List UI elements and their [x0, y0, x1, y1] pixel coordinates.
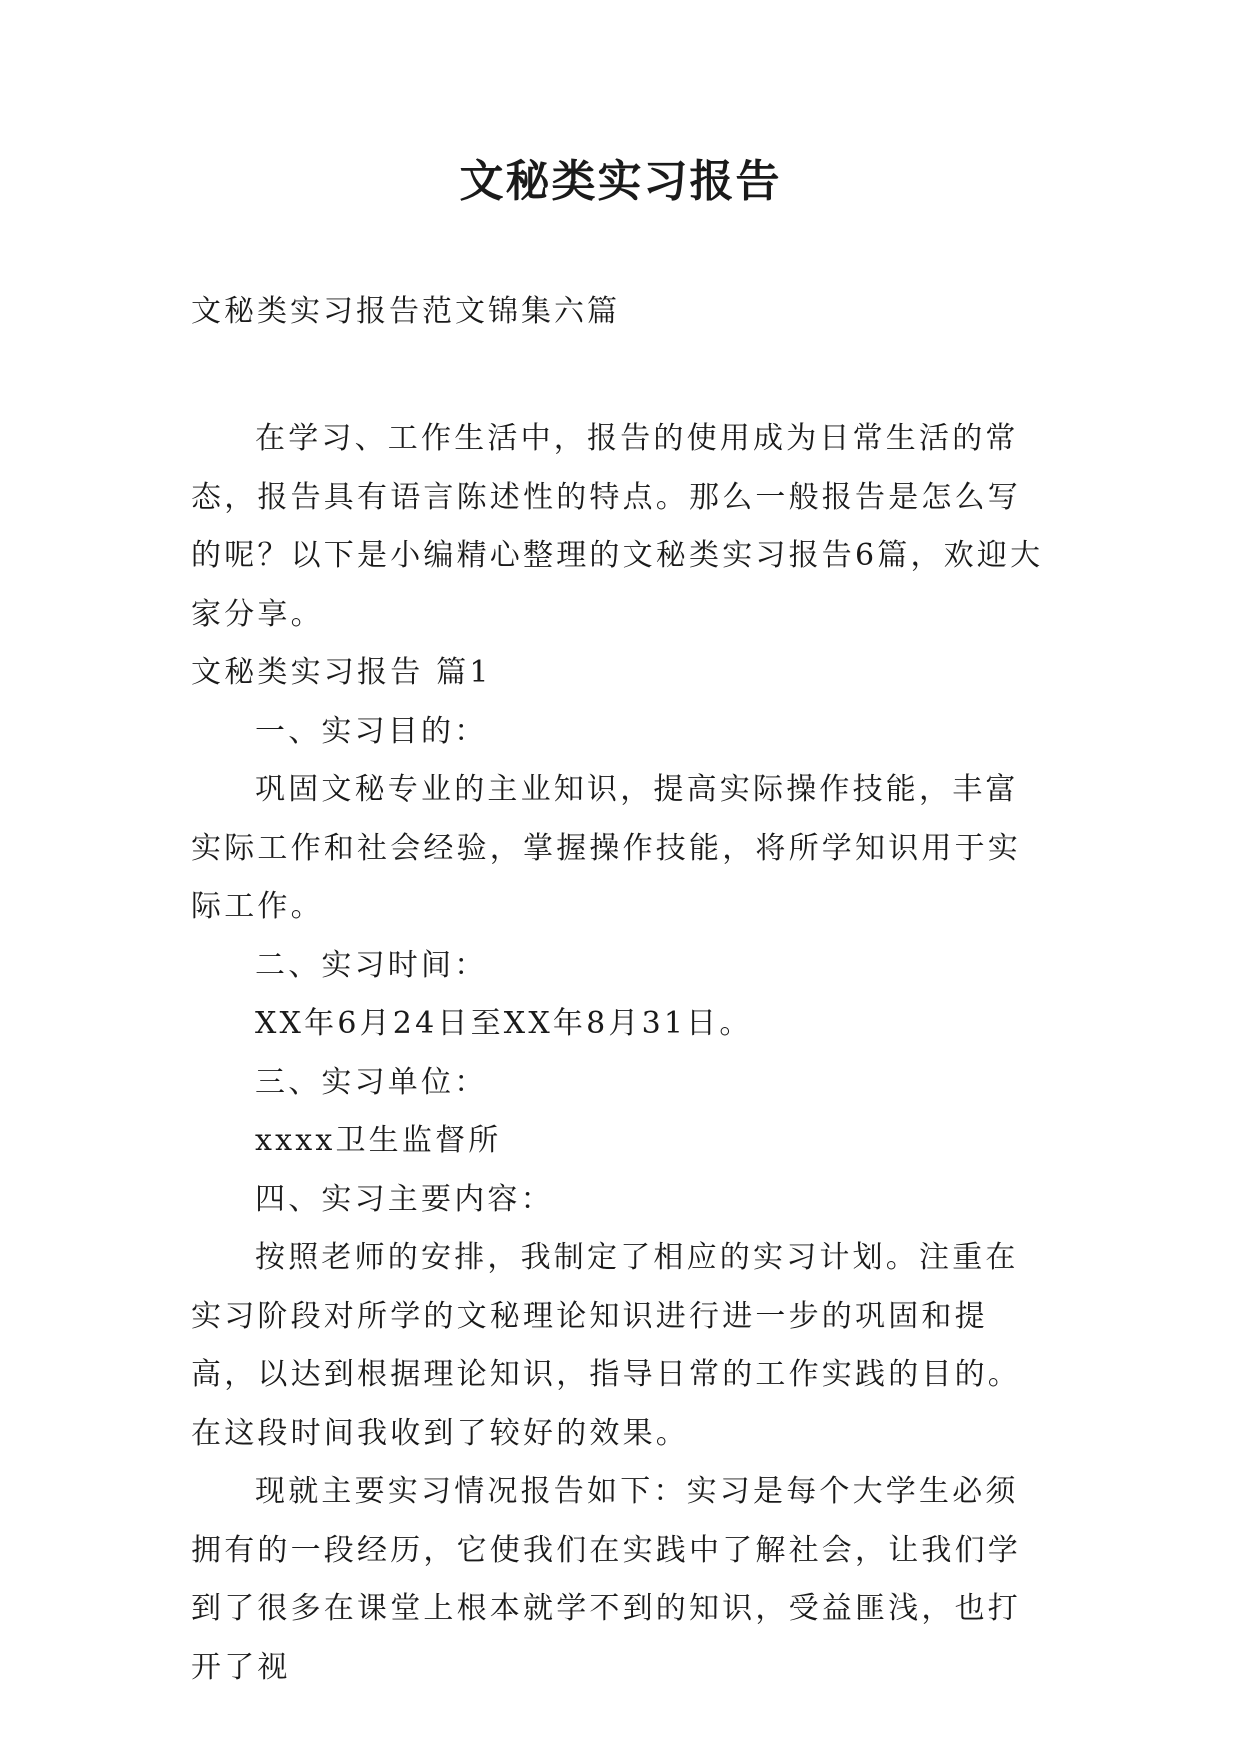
paragraph-plan: 按照老师的安排，我制定了相应的实习计划。注重在实习阶段对所学的文秘理论知识进行进一步的巩固和提高，以达到根据理论知识，指导日常的工作实践的目的。在这段时间我收到了较好的效果。	[191, 1240, 1021, 1451]
section-heading-part1: 文秘类实习报告 篇1	[191, 655, 492, 690]
paragraph-report: 现就主要实习情况报告如下：实习是每个大学生必须拥有的一段经历，它使我们在实践中了解社会，让我们学到了很多在课堂上根本就学不到的知识，受益匪浅，也打开了视	[191, 1474, 1021, 1685]
paragraph-unit: xxxx卫生监督所	[255, 1123, 502, 1158]
document-title: 文秘类实习报告	[459, 156, 782, 207]
heading-internship-time: 二、实习时间：	[255, 947, 488, 983]
heading-internship-unit: 三、实习单位：	[255, 1064, 488, 1100]
paragraph-time: XX年6月24日至XX年8月31日。	[255, 1006, 753, 1041]
paragraph-purpose: 巩固文秘专业的主业知识，提高实际操作技能，丰富实际工作和社会经验，掌握操作技能，将所学知识用于实际工作。	[191, 772, 1021, 924]
document-body	[191, 410, 1051, 1697]
heading-internship-purpose: 一、实习目的：	[255, 713, 488, 749]
document-subtitle: 文秘类实习报告范文锦集六篇	[191, 294, 620, 329]
intro-paragraph: 在学习、工作生活中，报告的使用成为日常生活的常态，报告具有语言陈述性的特点。那么一般报告是怎么写的呢？以下是小编精心整理的文秘类实习报告6篇，欢迎大家分享。	[191, 421, 1044, 632]
heading-main-content: 四、实习主要内容：	[255, 1181, 554, 1217]
